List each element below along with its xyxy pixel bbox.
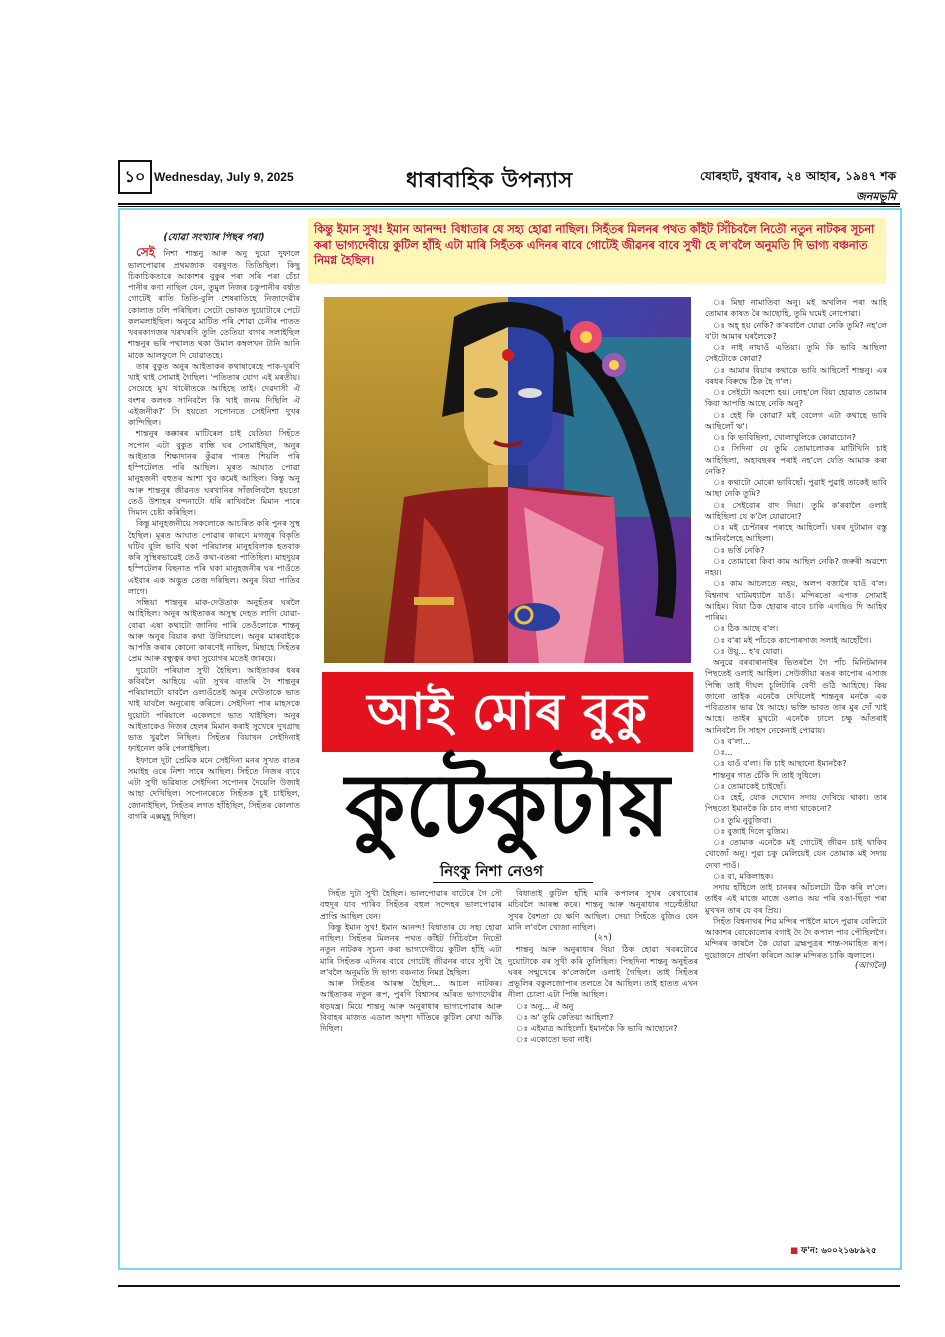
- dialogue-line: ঃ হেহঁ, যোক দেখোন সদায় দেখিয়ে থাকা। তাৰ পিছতো ইমানকৈ কি চাব লগা থাকেনো?: [705, 792, 887, 814]
- previous-issue-note: (যোৱা সংখ্যাৰ পিছৰ পৰা): [163, 232, 265, 243]
- masthead-rule-thin: [118, 206, 900, 207]
- paragraph: সদায় হাঁহিলে তাই চানৰৰ আঁচলটো ঠিক কৰি ল'লে। তাইৰ এই মাজে মাজে ওলাও অয় পৰি বঙা-ছিঁড়া পৰা মুখখন তাৰ যে বৰ প্ৰিয়।: [705, 882, 887, 915]
- dialogue-line: ঃ বুজাই দিলে বুজিম।: [713, 825, 789, 836]
- dialogue-line: ঃ বা, মকিলাহক।: [713, 870, 774, 881]
- continues-note: (আগলৈ): [854, 960, 887, 971]
- dialogue-line: ঃ কি ভাবিছিলা, খোলাখুলিকে কোৱাচোন?: [713, 432, 856, 442]
- paragraph: কিন্তু মানুহজনীয়ে সকলোকে আচৰিত কৰি পুনৰ সুস্থ হৈছিল। মূৰত আঘাত পোৱাৰ কাৰণে মগজুৰ বিকৃতি ঘটিব বুলি ভাবি থকা পৰিয়ালৰ মানুহবিলাক হতবাক কৰি সুস্থিৰভাৱেই তেওঁ কথা-বতৰা পাতিছিল। মাহদুয়ৰ হস্পিটেলৰ বিছনাত পৰি থকা মানুহজনীৰ ঘৰ পাওঁতে এইবাৰ এক অদ্ভুত তেজ দৰিছিল। অনুৰ বিয়া পাতিব লাগে।: [128, 518, 300, 596]
- paragraph: তাৰ বুকুত অনুৰ আইতাকৰ কথাষাৰেহে পাক-ঘূৰণি খাই থাই সোমাই গৈছিল। 'পতিতাৰ যোগ এই মৰতীয়। সেয়েহে মুখ খাৰৌতকে আহিছে তাই। দেৱদাসী ঐ বংশৰ কলংক সানিবলৈ কি খাই জনম দিছিলি ঐ এইজনীক?' সি হয়তো সপোনতে সেইনিশা দুখৰ কান্দিছিল।: [128, 360, 300, 427]
- dialogue-line: ঃ ভৰ্ত্তি নেকি?: [713, 544, 765, 555]
- text-column-4: [705, 297, 887, 1202]
- english-date: Wednesday, July 9, 2025: [154, 170, 294, 184]
- dialogue-line: ঃ মিছা নামাতিবা অনু। মই অথলিন পৰা আহি তোমাৰ কাষত ৰৈ আছোহি, তুমি ঘমেই নোপোৱা।: [705, 297, 887, 319]
- paragraph: শান্তনুৰ গাত চেঁকি দি তাই সুধিলে।: [713, 769, 821, 780]
- text-column-1: [128, 232, 300, 1242]
- paragraph: ইফালে দুটা প্ৰেমিক মনে সেইদিনা মনৰ সুখত বাতৰ সমাইহ ওৰে নিশা সাৰে আছিল। সিহঁতে নিজৰ বাবে এটা সুখী ভৱিষ্যত সেইদিনা সপোনৰ দৈয়েলি উজাই আহা দেখিছিল। সপোনৰেতে সিহঁতক চুই চাইছিল, জোনাইছিল, সিহঁতৰ লগত হাঁহিছিল, সিহঁতৰ কোলাত বাগৰি এক্সমুহূ দিছিল।: [128, 754, 300, 821]
- chapter-number: (২৭): [594, 933, 612, 943]
- dialogue-line: ঃ মই চেপ্টাৰৰ পৰাহে আহিলোঁ। ঘৰৰ দুটামান বস্তু আনিবলৈহে আছিলা।: [705, 522, 887, 544]
- dialogue-line: ঃ অনু... ঐ অনু: [516, 1000, 574, 1011]
- paragraph: সন্ধিয়া শান্তনুৰ মাক-দেউতাক অনুহঁতৰ ঘৰলৈ আহিছিল। অনুৰ আইতাকৰ অসুস্থ দেহত লাগি যোৱা-বোৱা এষা কথাটো জানিব পাৰি তেওঁলোকে শান্তনু আৰু অনুৰ বিয়াৰ কথা উলিয়ালে। অনুৰ মাৰবাইকে আপত্তি কৰাৰ কোনো কাৰণেই নাছিল, মিছাহে সিহঁতৰ প্ৰেম আৰু বন্ধুত্বৰ কথা সুযোগৰ মতেই জাৰয়ে।: [128, 597, 300, 664]
- dialogue-line: ঃ তুমি নুবুজিবা।: [713, 814, 772, 825]
- square-bullet-icon: ■: [790, 1246, 799, 1256]
- paragraph: [128, 247, 300, 361]
- text-column-3: [508, 888, 698, 1208]
- dialogue-line: ঃ ব'লা...: [713, 735, 751, 746]
- paragraph: শান্তনু আৰু অনুৰাধাৰ বিয়া ঠিক হোৱা খবৰটোৱে দুয়োটাকে বৰ সুখী কৰি তুলিছিল। পিছদিনা শান্তনু অনুহঁতৰ ঘৰৰ সন্মুখেৰে ক'লেজলৈ ওলাই গৈছিল। তাই সিহঁতৰ প্ৰভূলিৰ বকুলজোপাৰ তলতে ৰৈ আছিল। তাই হাতত এখন নীলা চোলা এটা পিন্ধি আছিল।: [508, 944, 698, 1000]
- author-byline: নিংকু নিশা নেওগ: [440, 862, 544, 880]
- paragraph: অনুৱে বৰবাৰানাইৰ ভিতৰলৈ গৈ পাঁচ মিনিটমানৰ পিছতেই ওলাই আহিল। সেউজীয়া ৰঙৰ কাপোৰ এসাজ পিন্ধি তাই দীঘল চুলিটাৰি বেণী গুঠি আহিছে। কিয় জানো তাইক এনেকৈ দেখিলেই শান্তনুৰ মনকৈ এক পবিত্ৰতাৰ ভাৱ ধৈ আহে। ভক্তি ভাবত তাৰ মুৰ দোঁ খাই আহে। তাইৰ মুখটো এনেকৈ ঢালে চক্ষু আঁতৰাই আনিবলৈ সি সাহস নেকেনাই পোৱায়।: [705, 657, 887, 735]
- dialogue-line: ঃ...: [713, 747, 733, 757]
- page-bottom-rule: [118, 1285, 900, 1287]
- dialogue-line: ঃ যাওঁ ব'লা। কি চাই আছানো ইমানকৈ?: [713, 758, 847, 769]
- dialogue-line: ঃ কথাটো মোৰো ভাবিছোঁ। পুৱাই পুৱাই তাকেই ভাবি আছা নেকি তুমি?: [705, 477, 887, 499]
- paragraph-text: নিশা শান্তনু আৰু অনু দুয়ো দুফালে ভালপোৱাৰ প্ৰথমজাক বৰষুণত তিতিছিল। কিছু চিকাচিকতাৰে আকাশৰ বুকুৰ পৰা সৰি পৰা চেঁচা পানীৰ কণা নাছিল যেন, তুমুল নিজৰ চকুপানীৰ বৰ্ষাত গোটেই ৰাতি তিতি-বুলি শেষৰাতিহে নিজাদেৱীৰ কোলাত ঢলি পৰিছিল। সেটো ভোকত দুয়োটাৰে পেটে কলমলাইছিল। অনুৱে মাটিত পৰি শোৱা চেনীৰ পাতত খবৰকাগজৰ খৰখৰণি তুলি তেতিয়া বাগৰ সলাইছিল শান্তনুৰ ভৰি পথালত থকা উমাল কম্বলখন টানি আনি মাকে আলফুলে দি যোৱাতহে।: [128, 248, 300, 360]
- paragraph: সিহঁত বিশ্বনাথৰ শিৱ মন্দিৰ পাইলৈ মানে পুৱাৰ বেলিটো আকাশৰ বোকোলোৰ বগাই দৈ দৈ কপাল পাব পৌছিলগৈ। মন্দিৰৰ কাষলৈ কৈ যোৱা ব্ৰহ্মপুত্ৰৰ শান্ত-সমাহিত ৰূপ। দুয়োজনে প্ৰাৰ্থনা কৰিলে আৰু মন্দিৰত চাকি জ্বলালে।: [705, 915, 887, 960]
- dialogue-line: ঃ কাম আচলতে নহয়, অলপ বজাৰৈ যাওঁ ব'ল। বিশ্বনাথ ঘাটমধ্যালৈ যাওঁ। মন্দিৰতো এপাক সোমাই আহিম। বিয়া ঠিক হোৱাৰ বাবে চাকি এগছিও দি আহিব পাৰিম।: [705, 578, 887, 622]
- teaser-box: কিন্তু ইমান সুখ! ইমান আনন্দ! বিধাতাৰ যে সহ্য হোৱা নাছিল। সিহঁতৰ মিলনৰ পথত কাঁইট সিঁচিবলৈ নিতৌ নতুন নাটকৰ সূচনা কৰা ভাগ্যদেবীয়ে কুটিল হাঁহি এটা মাৰি সিহঁতক এদিনৰ বাবে গোটেই জীৱনৰ বাবে সুখী হে ল'বলৈ অনুমতি দি ভাগ্য বঞ্চনাত নিমগ্ন হৈছিল।: [308, 218, 886, 284]
- dialogue-line: ঃ উয়ু... হ'ব যোৱা।: [713, 645, 783, 656]
- section-title: ধাৰাবাহিক উপন্যাস: [406, 168, 573, 192]
- paragraph: সিহঁত দুটা সুখী হৈছিল। ভালপোৱাৰ বাটেৰে গৈ সৌ বহুদূৰ যাব পাৰিব সিহঁতৰ বহুল সন্দেহৰ ভালপোৱাৰ প্ৰাপ্তি আছিল যেন।: [320, 888, 502, 921]
- byline-rule: [433, 882, 593, 883]
- headline-line-2: কুটেকুটায়: [345, 756, 670, 856]
- dialogue-line: ঃ হেই কি কোৱা? মই বেলেগ এটা কথাহে ভাবি আছিলোঁ ঋ'।: [705, 409, 887, 431]
- text-column-2: [320, 888, 502, 1188]
- drop-cap: সেই: [136, 245, 156, 260]
- dialogue-line: ঃ সিদিনা যে তুমি তোমালোকৰ মাটিখিনি চাই আহিছিলা, অহাবছৰৰ পৰাই নহ'লে যেতি আমাক কৰা নেকি?: [705, 443, 887, 476]
- phone-number: ৬০০২১৬৮৯২৫: [821, 1246, 877, 1256]
- dialogue-line: ঃ সেইটো অবশ্যে হয়। নোহ'লে বিয়া হোৱাত তোমাৰ কিবা আপত্তি আছে নেকি অনু?: [705, 387, 887, 409]
- masthead-rule: [118, 203, 900, 205]
- paper-logo: জনমভূমি: [856, 190, 896, 203]
- dialogue-line: ঃ একোতো ভবা নাই।: [516, 1034, 592, 1045]
- paragraph: আৰু সিহঁতৰ আৰম্ভ হৈছিল... আচল নাটকৰ। আইতাকৰ নতুন ৰূপ, পুৰণি বিশ্বাসৰ আঁৰত ভাগ্যদেৱীৰ ষড়যন্ত্ৰ। মিয়ে শান্তনু আৰু অনুৰাধাৰ ভাগ্যপোৱাৰ আৰু বিবাহৰ মাজত এডাল অদৃশ্য দাঁতিৰে কুটিল ৰেখা আঁকি দিছিল।: [320, 978, 502, 1033]
- dialogue-line: ঃ অহ্ হয় নেকি? ক'ৰবালৈ যোৱা নেকি তুমি? নহ'লে ব'টা আমাৰ ঘৰলৈকে?: [705, 319, 887, 341]
- dialogue-line: ঃ সেইবোৰ বাদ দিয়া। তুমি ক'ৰবালৈ ওলাই আহিছিলা যে ক'লৈ যোৱানো?: [705, 499, 887, 521]
- dialogue-line: ঃ এইমাত্ৰ আহিলোঁ। ইমানকৈ কি ভাবি আছোনে?: [516, 1023, 678, 1033]
- masthead: [118, 160, 900, 202]
- dialogue-line: ঃ ব'ৰা মই পাঁচকে কাপোৰসাজ সলাই আহোঁগৈ।: [713, 634, 872, 645]
- paragraph: দুয়োটা পৰিয়াল সুখী হৈছিল। আইতাকৰ ধৰৰ কবিবলৈ আহিয়ে এটা সুখৰ বাতৰি দৈ শান্তনুৰ পৰিয়ালটো যাবলৈ ওলাওঁতেই অনুৰ দেউতাকে ভাত খাই যাবলৈ অনুৰোধ কৰিলে। সেইদিনা পাৰ মাহসকে দুয়োটা পৰিয়ালে একেলগে ভাত খাইছিল। অনুৰ আইতাকেও নিজৰ হেলৰ মিমান কৰাই সুখেৰে দুখগ্ৰাছ ভাত খুৱলৈ নিছিল। সিহঁতৰ বিয়াখন সেইদিনাই ফাইনেল কৰি পেলাইছিল।: [128, 664, 300, 754]
- dialogue-line: ঃ অ' তুমি কেতিয়া আহিলা?: [516, 1011, 614, 1022]
- illustration-two-faced-woman: [324, 297, 691, 663]
- page-number: ১০: [118, 160, 152, 194]
- local-date: যোৰহাট, বুধবাৰ, ২৪ আহাৰ, ১৯৪৭ শক: [699, 169, 896, 183]
- phone-label: ফ'ন: [801, 1246, 815, 1256]
- phone-contact: ■ ফ'ন: ৬০০২১৬৮৯২৫: [790, 1246, 877, 1256]
- dialogue-line: ঃ নাই নাযাওঁ এতিয়া। তুমি কি ভাবি আছিলা সেইটোকে কোৱা?: [705, 342, 887, 364]
- dialogue-line: ঃ আমাৰ বিয়াৰ কথাকে ভাবি আছিলোঁ শান্তনু। এৰ বৰধৰ বিৰুদ্ধে ঠিক হৈ গ'ল।: [705, 364, 887, 386]
- dialogue-line: ঃ ঠিক আছে ব'ল।: [713, 623, 779, 634]
- dialogue-line: ঃ তোমাকেই চাইছোঁ।: [713, 780, 787, 791]
- paragraph: বিধাতাই কুটিল হাঁহি মাৰি কপালৰ সুখৰ ৰেখাবোৰ মচিবলৈ আৰম্ভ কৰে। শান্তনু আৰু অনুৰাধাৰ গঢ়েহুঁতীয়া সুখৰ বৈশতা যে ক্ষণি আছিল। সেয়া সিহঁতে বুজিও যেন মানি ল'বলৈ খোজা নাছিল।: [508, 888, 698, 932]
- dialogue-line: ঃ তোমাক এনেকৈ মই গোটেই জীৱন চাই থাকিব খোজোঁ অনু। পুৱা চকু মেলিয়েই যেন তোমাক মই সদায় দেখা পাওঁ।: [705, 837, 887, 870]
- headline-line-1: আই মোৰ বুকু: [322, 672, 693, 752]
- paragraph: শান্তনুৰ কক্কাৰৰ মাটিৰেল চাই যেতিয়া সিহঁতে সপোন এটা বুকুত বান্ধি ঘৰ সোমাইছিল, অনুৰ আইতাক শিক্ষাদানৰ কুঁৱাৰ পাৰত শিয়লি পৰি হস্পিটেলত পৰি আছিল। মূৰত আঘাত পোৱা মানুহজনী বহুতৰ আশা খুব কমেই আছিল। কিন্তু অনু আৰু শান্তনুৰ জীৱনত ঘৰখানিৰ সাঁজলিবলৈ হয়তো তেওঁ উশাহৰ বন্দনাটো ধৰি ৰাখিবলৈ মিমান পাৰে সিমান চেষ্টা কৰিছিল।: [128, 428, 300, 517]
- paragraph: কিন্তু ইমান সুখ! ইমান আনন্দ! বিধাতাৰ যে সহ্য হোৱা নাছিল। সিহঁতৰ মিলনৰ পথত কাঁইট সিঁচিবলৈ নিতৌ নতুন নাটকৰ সূচনা কৰা ভাগ্যদেবীয়ে কুটিল হাঁহি এটা মাৰি সিহঁতক এদিনৰ বাবে গোটেই জীৱনৰ বাবে সুখী হৈ ল'বলৈ অনুমতি দি ভাগ্য বঞ্চনাত নিমগ্ন হৈছিল।: [320, 921, 502, 977]
- dialogue-line: ঃ তোমাৰো কিবা কাম আছিল নেকি? জৰুৰী অৱশ্যে নহয়।: [705, 555, 887, 577]
